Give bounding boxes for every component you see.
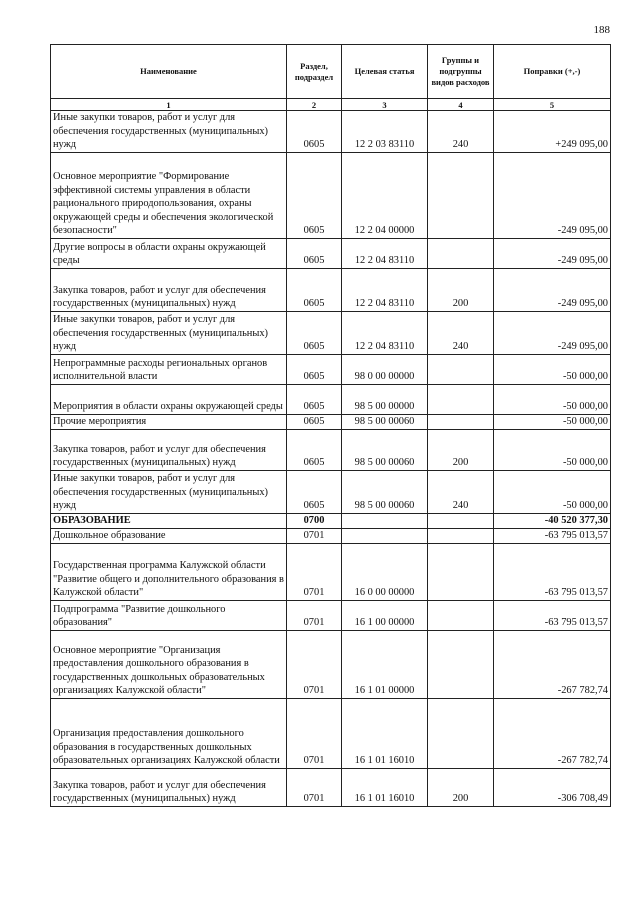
row-amount: -249 095,00: [494, 311, 611, 354]
row-group: 240: [428, 470, 494, 513]
row-section: 0605: [287, 414, 342, 429]
row-amount: -249 095,00: [494, 152, 611, 238]
table-row: [51, 268, 611, 311]
column-number-row: [51, 99, 611, 111]
row-name: Иные закупки товаров, работ и услуг для обеспечения государственных (муниципальных) нужд: [51, 111, 287, 153]
row-group: [428, 414, 494, 429]
row-section: 0605: [287, 111, 342, 153]
row-name: Иные закупки товаров, работ и услуг для обеспечения государственных (муниципальных) нужд: [51, 311, 287, 354]
row-amount: -63 795 013,57: [494, 528, 611, 543]
table-row: [51, 311, 611, 354]
row-article: [342, 528, 428, 543]
row-article: 12 2 03 83110: [342, 111, 428, 153]
header-name: Наименование: [51, 45, 287, 99]
table-row: [51, 429, 611, 470]
column-number: 4: [428, 99, 494, 111]
row-amount: -50 000,00: [494, 470, 611, 513]
row-article: [342, 513, 428, 528]
row-article: 16 1 00 00000: [342, 600, 428, 630]
row-article: 98 5 00 00060: [342, 414, 428, 429]
row-section: 0605: [287, 429, 342, 470]
row-name: Закупка товаров, работ и услуг для обеспечения государственных (муниципальных) нужд: [51, 768, 287, 806]
row-section: 0605: [287, 268, 342, 311]
row-article: 98 0 00 00000: [342, 354, 428, 384]
row-group: 240: [428, 311, 494, 354]
row-group: [428, 630, 494, 698]
row-name: Подпрограмма "Развитие дошкольного образования": [51, 600, 287, 630]
row-article: 16 1 01 16010: [342, 698, 428, 768]
row-amount: -63 795 013,57: [494, 543, 611, 600]
row-section: 0701: [287, 600, 342, 630]
row-section: 0605: [287, 354, 342, 384]
row-amount: -249 095,00: [494, 268, 611, 311]
table-row: [51, 470, 611, 513]
column-number: 5: [494, 99, 611, 111]
row-name: Иные закупки товаров, работ и услуг для обеспечения государственных (муниципальных) нужд: [51, 470, 287, 513]
row-group: [428, 152, 494, 238]
row-section: 0701: [287, 698, 342, 768]
budget-amendments-table: [50, 44, 611, 807]
table-row: [51, 528, 611, 543]
row-article: 12 2 04 83110: [342, 268, 428, 311]
row-name: Основное мероприятие "Формирование эффективной системы управления в области рационального природопользования, охраны окружающей среды и обеспечения экологической безопасности": [51, 152, 287, 238]
table-row: [51, 698, 611, 768]
table-row: [51, 384, 611, 414]
row-group: [428, 384, 494, 414]
table-row: [51, 543, 611, 600]
row-group: [428, 600, 494, 630]
row-article: 16 1 01 00000: [342, 630, 428, 698]
row-name: Мероприятия в области охраны окружающей среды: [51, 384, 287, 414]
row-section: 0605: [287, 238, 342, 268]
row-name: Другие вопросы в области охраны окружающей среды: [51, 238, 287, 268]
row-section: 0700: [287, 513, 342, 528]
row-group: [428, 528, 494, 543]
page-number: 188: [593, 24, 610, 36]
row-section: 0701: [287, 768, 342, 806]
row-article: 12 2 04 83110: [342, 238, 428, 268]
row-amount: -306 708,49: [494, 768, 611, 806]
row-group: 200: [428, 268, 494, 311]
table-row: [51, 111, 611, 153]
column-number: 2: [287, 99, 342, 111]
row-name: Основное мероприятие "Организация предоставления дошкольного образования в государственных дошкольных образовательных организациях Калужской области": [51, 630, 287, 698]
header-amendment: Поправки (+,-): [494, 45, 611, 99]
row-section: 0701: [287, 528, 342, 543]
row-amount: -40 520 377,30: [494, 513, 611, 528]
table-row: [51, 238, 611, 268]
row-article: 16 1 01 16010: [342, 768, 428, 806]
header-groups: Группы и подгруппы видов расходов: [428, 45, 494, 99]
row-group: [428, 698, 494, 768]
row-section: 0701: [287, 543, 342, 600]
row-amount: -50 000,00: [494, 384, 611, 414]
row-name: Организация предоставления дошкольного образования в государственных дошкольных образовательных организациях Калужской области: [51, 698, 287, 768]
table-row: [51, 354, 611, 384]
row-article: 12 2 04 00000: [342, 152, 428, 238]
row-group: [428, 238, 494, 268]
row-group: 240: [428, 111, 494, 153]
row-amount: -267 782,74: [494, 698, 611, 768]
row-section: 0605: [287, 470, 342, 513]
row-amount: -50 000,00: [494, 414, 611, 429]
row-amount: -249 095,00: [494, 238, 611, 268]
row-name: ОБРАЗОВАНИЕ: [51, 513, 287, 528]
row-article: 12 2 04 83110: [342, 311, 428, 354]
row-amount: -267 782,74: [494, 630, 611, 698]
row-group: 200: [428, 768, 494, 806]
row-article: 98 5 00 00060: [342, 470, 428, 513]
row-name: Государственная программа Калужской области "Развитие общего и дополнительного образования в Калужской области": [51, 543, 287, 600]
row-article: 98 5 00 00000: [342, 384, 428, 414]
row-group: [428, 513, 494, 528]
row-name: Прочие мероприятия: [51, 414, 287, 429]
row-amount: -50 000,00: [494, 354, 611, 384]
header-section: Раздел, подраздел: [287, 45, 342, 99]
row-group: 200: [428, 429, 494, 470]
row-name: Закупка товаров, работ и услуг для обеспечения государственных (муниципальных) нужд: [51, 268, 287, 311]
table-row: [51, 513, 611, 528]
row-amount: +249 095,00: [494, 111, 611, 153]
table-row: [51, 152, 611, 238]
column-number: 3: [342, 99, 428, 111]
row-amount: -50 000,00: [494, 429, 611, 470]
row-section: 0605: [287, 311, 342, 354]
row-name: Непрограммные расходы региональных органов исполнительной власти: [51, 354, 287, 384]
header-row: [51, 45, 611, 99]
row-amount: -63 795 013,57: [494, 600, 611, 630]
row-group: [428, 543, 494, 600]
column-number: 1: [51, 99, 287, 111]
row-group: [428, 354, 494, 384]
row-name: Закупка товаров, работ и услуг для обеспечения государственных (муниципальных) нужд: [51, 429, 287, 470]
row-article: 16 0 00 00000: [342, 543, 428, 600]
table-row: [51, 414, 611, 429]
row-section: 0605: [287, 384, 342, 414]
row-section: 0605: [287, 152, 342, 238]
table-row: [51, 600, 611, 630]
header-article: Целевая статья: [342, 45, 428, 99]
row-article: 98 5 00 00060: [342, 429, 428, 470]
table-row: [51, 768, 611, 806]
row-name: Дошкольное образование: [51, 528, 287, 543]
table-row: [51, 630, 611, 698]
row-section: 0701: [287, 630, 342, 698]
